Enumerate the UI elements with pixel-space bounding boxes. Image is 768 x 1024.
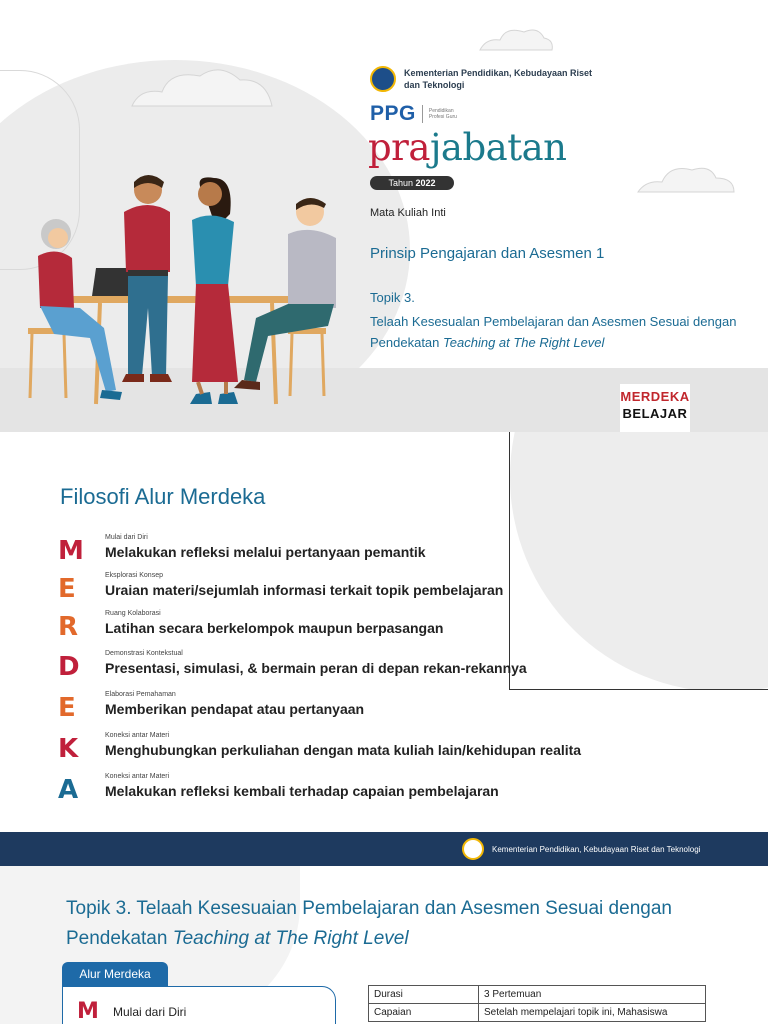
table-value: 3 Pertemuan: [479, 986, 706, 1004]
alur-step-desc: Menghubungkan perkuliahan dengan mata kuliah lain/kehidupan realita: [105, 742, 582, 758]
course-title: Prinsip Pengajaran dan Asesmen 1: [370, 245, 605, 262]
slide-title-italic: Teaching at The Right Level: [172, 928, 409, 949]
slide-title: Filosofi Alur Merdeka: [60, 484, 266, 509]
alur-letter: E: [58, 693, 76, 723]
alur-step-desc: Presentasi, simulasi, & bermain peran di depan rekan-rekannya: [105, 660, 527, 676]
tut-wuri-emblem-icon: [462, 838, 484, 860]
alur-step-name: Mulai dari Diri: [113, 1005, 187, 1019]
alur-merdeka-tab: Alur Merdeka: [62, 962, 168, 986]
alur-letter: D: [58, 652, 80, 682]
alur-step-desc: Melakukan refleksi kembali terhadap capaian pembelajaran: [105, 783, 499, 799]
header-ministry: [462, 838, 700, 860]
alur-step-name: Ruang Kolaborasi: [105, 610, 161, 617]
people-illustration: [20, 168, 350, 408]
course-category: Mata Kuliah Inti: [370, 207, 446, 219]
year-badge-value: 2022: [415, 178, 436, 188]
tut-wuri-emblem-icon: [370, 66, 396, 92]
slide-title-text: Topik 3. Telaah Kesesuaian Pembelajaran dan Asesmen Sesuai dengan Pendekatan: [66, 898, 672, 949]
slide-title: [66, 894, 686, 954]
topic-title-italic: Teaching at The Right Level: [443, 335, 605, 350]
alur-step-desc: Uraian materi/sejumlah informasi terkait topik pembelajaran: [105, 582, 504, 598]
table-row: [369, 986, 706, 1004]
alur-letter: E: [58, 574, 76, 604]
topic-slide: [0, 832, 768, 1024]
alur-step-name: Eksplorasi Konsep: [105, 572, 163, 579]
prajabatan-wordmark: [368, 126, 566, 170]
alur-step-desc: Latihan secara berkelompok maupun berpasangan: [105, 620, 444, 636]
table-value: Setelah mempelajari topik ini, Mahasiswa: [479, 1004, 706, 1022]
year-badge-label: Tahun: [388, 178, 413, 188]
topic-label: Topik 3.: [370, 290, 415, 305]
alur-letter: A: [58, 775, 79, 805]
alur-step-name: Koneksi antar Materi: [105, 732, 170, 739]
ppg-subtitle: Pendidikan Profesi Guru: [428, 108, 457, 120]
alur-step-desc: Memberikan pendapat atau pertanyaan: [105, 701, 365, 717]
ppg-logo: [370, 102, 469, 126]
slide-header-bar: [0, 832, 768, 866]
decorative-circle: [510, 432, 768, 690]
alur-step-name: Demonstrasi Kontekstual: [105, 650, 183, 657]
info-table: [368, 985, 706, 1022]
merdeka-logo-line2: BELAJAR: [622, 406, 688, 421]
alur-step-name: Mulai dari Diri: [105, 534, 148, 541]
merdeka-belajar-logo: [620, 384, 690, 432]
alur-step-desc: Melakukan refleksi melalui pertanyaan pemantik: [105, 544, 426, 560]
cover-slide: [0, 0, 768, 432]
alur-letter: K: [58, 734, 79, 764]
cloud-icon: [636, 160, 736, 194]
wordmark-part-1: pra: [368, 126, 430, 169]
ministry-header: [370, 66, 594, 92]
alur-merdeka-box: [62, 986, 336, 1024]
topic-title-text: Telaah Kesesualan Pembelajaran dan Asesmen Sesuai dengan Pendekatan: [370, 314, 737, 350]
alur-letter: M: [58, 536, 84, 566]
wordmark-part-2: jabatan: [429, 126, 567, 169]
header-ministry-name: Kementerian Pendidikan, Kebudayaan Riset dan Teknologi: [492, 844, 701, 854]
cloud-icon: [130, 62, 275, 110]
table-row: [369, 1004, 706, 1022]
alur-step-name: Elaborasi Pemahaman: [105, 691, 176, 698]
topic-title: [370, 311, 750, 353]
ministry-name: Kementerian Pendidikan, Kebudayaan Riset dan Teknologi: [404, 68, 593, 90]
table-key: Capaian: [369, 1004, 479, 1022]
alur-letter: M: [77, 999, 99, 1024]
merdeka-logo-line1: MERDEKA: [620, 389, 690, 404]
divider: [422, 105, 423, 123]
table-key: Durasi: [369, 986, 479, 1004]
cloud-icon: [478, 24, 554, 52]
filosofi-slide: [0, 432, 768, 832]
ppg-label: PPG: [370, 102, 416, 125]
year-badge: [370, 176, 454, 190]
alur-step-name: Koneksi antar Materi: [105, 773, 170, 780]
decorative-frame: [509, 432, 768, 690]
alur-letter: R: [58, 612, 79, 642]
